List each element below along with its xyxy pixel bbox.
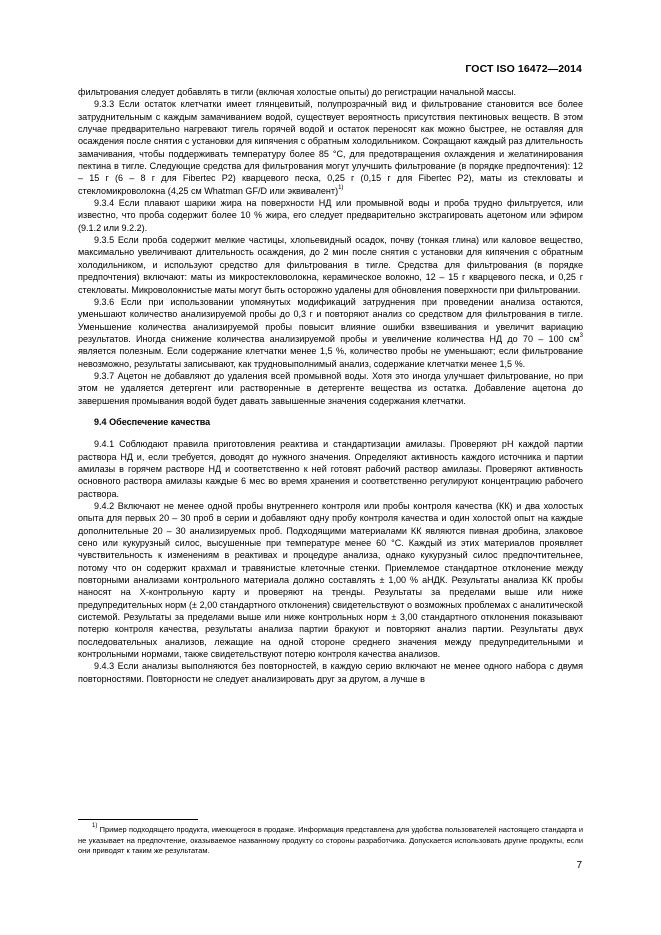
superscript-unit: 3 bbox=[579, 332, 583, 339]
paragraph-9-3-4: 9.3.4 Если плавают шарики жира на поверхности НД или промывной воды и проба трудно фильтруется, или известно, что проба содержит более 10 % жира, его следует предварительно экстрагировать ацетоном или эфиром (9.1.2 или 9.2.2). bbox=[78, 198, 583, 233]
paragraph-text: 9.3.3 Если остаток клетчатки имеет глянцевитый, полупрозрачный вид и фильтрование становится все более затруднительным с каждым замачиванием водой, существует вероятность присутствия пектиновых веществ. В этом случае предварительно нагревают тигель горячей водой и остаток переносят как можно быстрее, не оставляя для осаждения после снятия с установки для кипячения с обратным холодильником. Сокращают каждый раз длительность замачивания, чтобы поддерживать температуру более 85 °С, для предотвращения охлаждения и желатинирования пектина в тигле. Следующие средства для фильтрования могут улучшить фильтрование (в порядке предпочтения): 12 – 15 г (6 – 8 г для Fibertec P2) кварцевого песка, 0,25 г (0,15 г для Fibertec P2), маты из стекловаты и стекломикроволокна (4,25 см Whatman GF/D или эквивалент) bbox=[78, 99, 583, 196]
standard-header: ГОСТ ISO 16472—2014 bbox=[465, 63, 582, 75]
paragraph-text: 9.3.6 Если при использовании упомянутых модификаций затруднения при проведении анализа остаются, уменьшают количество анализируемой пробы до 0,3 г и повторяют анализ со средством для фильтрования в тигле. Уменьшение количества анализируемой пробы повысит влияние ошибки взвешивания и увеличит вариацию результатов. Иногда снижение количества анализируемой пробы и увеличение количества НД до 70 – 100 см bbox=[78, 296, 583, 344]
paragraph-continuation: фильтрования следует добавлять в тигли (включая холостые опыты) до регистрации начальной массы. bbox=[78, 87, 516, 97]
footnote-text: Пример подходящего продукта, имеющегося в продаже. Информация представлена для удобства пользователей настоящего стандарта и не указывает на предпочтение, оказываемое названному продукту со стороны разработчика. Допускается использовать другие продукты, если они приводят к таким же результатам. bbox=[78, 825, 583, 856]
paragraph-9-3-6 bbox=[78, 296, 583, 370]
section-heading-9-4: 9.4 Обеспечение качества bbox=[94, 416, 211, 427]
footnote-mark: 1) bbox=[92, 823, 98, 829]
footnote-reference[interactable]: 1) bbox=[338, 184, 344, 191]
footnote-divider bbox=[78, 819, 198, 820]
paragraph-9-4-1: 9.4.1 Соблюдают правила приготовления реактива и стандартизации амилазы. Проверяют pH каждой партии раствора НД и, если требуется, доводят до нужного значения. Определяют активность каждого источника и партии амилазы в горячем растворе НД и соответственно к ней готовят рабочий раствор амилазы. Проверяют активность основного раствора амилазы каждые 6 мес во время хранения и соответственно регулируют концентрацию рабочего раствора. bbox=[78, 439, 583, 499]
page-number: 7 bbox=[576, 860, 582, 871]
paragraph-9-3-5: 9.3.5 Если проба содержит мелкие частицы, хлопьевидный осадок, почву (тонкая глина) или каловое вещество, максимально увеличивают длительность осаждения, до 2 мин после снятия с установки для кипячения с обратным холодильником, и используют средство для фильтрования в тигле. Средства для фильтрования (в порядке предпочтения) включают: маты из микростекловолокна, керамическое волокно, 12 – 15 г кварцевого песка, и 0,25 г стекловаты. Микроволокнистые маты могут быть осторожно удалены для обновления поверхности при фильтровании. bbox=[78, 235, 583, 295]
paragraph-9-4-2: 9.4.2 Включают не менее одной пробы внутреннего контроля или пробы контроля качества (КК) и два холостых опыта для первых 20 – 30 проб в серии и добавляют одну пробу контроля качества и один холостой опыт на каждые дополнительные 20 – 30 анализируемых проб. Подходящими материалами КК являются пивная дробина, злаковое сено или кукурузный силос, высушенные при температуре менее 60 °С. Каждый из этих материалов проявляет чувствительность к изменениям в реактивах и процедуре анализа, однако кукурузный силос предпочтительнее, потому что он содержит крахмал и травянистые клеточные стенки. Приемлемое стандартное отклонение между повторными анализами контрольного материала должно составлять ± 1,00 % аНДК. Результаты анализа КК пробы наносят на Х-контрольную карту и проверяют на тренды. Результаты за пределами выше или ниже предупредительных норм (± 2,00 стандартного отклонения) свидетельствуют о возможных проблемах с аналитической системой. Результаты за пределами выше или ниже контрольных норм ± 3,00 стандартного отклонения показывают потерю контроля качества, результаты анализа партии бракуют и повторяют анализ партии. Результаты двух последовательных анализов, лежащие на одной стороне среднего значения между предупредительными и контрольными нормами, также свидетельствуют потерю контроля качества анализов. bbox=[78, 501, 583, 660]
paragraph-9-3-3 bbox=[78, 98, 583, 197]
paragraph-9-3-7: 9.3.7 Ацетон не добавляют до удаления всей промывной воды. Хотя это иногда улучшает фильтрование, но при этом не удаляется детергент или растворенные в детергенте вещества из остатка. Добавление ацетона до завершения промывания водой будет давать завышенные значения содержания клетчатки. bbox=[78, 370, 583, 406]
body-text bbox=[78, 86, 583, 685]
footnote bbox=[78, 825, 583, 857]
paragraph-9-4-3: 9.4.3 Если анализы выполняются без повторностей, в каждую серию включают не менее одного набора с двумя повторностями. Повторности не следует анализировать друг за другом, а лучше в bbox=[78, 661, 583, 684]
paragraph-text: является полезным. Если содержание клетчатки менее 1,5 %, количество пробы не уменьшают; если фильтрование невозможно, результаты записывают, как трудновыполнимый анализ, содержание клетчатки менее 1,5 %. bbox=[78, 346, 583, 369]
